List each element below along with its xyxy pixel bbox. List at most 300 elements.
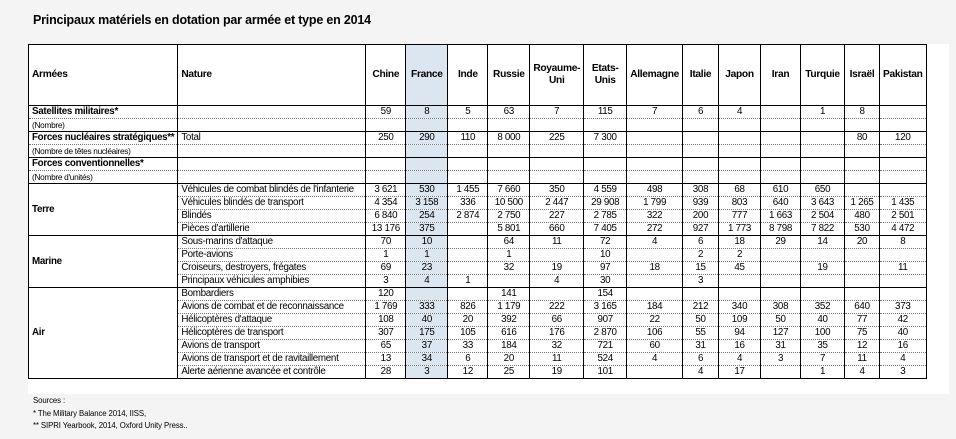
table-cell <box>448 171 488 184</box>
table-cell: 141 <box>488 288 530 301</box>
table-cell: 392 <box>488 314 530 327</box>
table-cell: 11 <box>530 236 584 249</box>
table-cell <box>448 158 488 171</box>
table-cell <box>448 223 488 236</box>
table-cell: 2 447 <box>530 197 584 210</box>
table-cell <box>627 275 683 288</box>
table-cell: 12 <box>448 366 488 379</box>
table-cell: 530 <box>845 223 880 236</box>
table-cell: 60 <box>627 340 683 353</box>
table-cell: 28 <box>366 366 406 379</box>
table-cell <box>801 132 845 145</box>
table-cell: 610 <box>761 184 801 197</box>
table-cell: 32 <box>530 340 584 353</box>
table-cell <box>366 145 406 158</box>
table-cell <box>448 236 488 249</box>
column-header: Italie <box>683 45 719 106</box>
table-cell: 55 <box>683 327 719 340</box>
table-cell: 37 <box>406 340 448 353</box>
table-cell: 100 <box>801 327 845 340</box>
table-cell <box>627 366 683 379</box>
table-cell: 2 870 <box>584 327 627 340</box>
table-cell: 222 <box>530 301 584 314</box>
sources-label: Sources : <box>33 396 66 405</box>
table-cell: 31 <box>683 340 719 353</box>
table-cell <box>448 288 488 301</box>
table-cell: 66 <box>530 314 584 327</box>
table-cell <box>880 119 927 132</box>
table-cell <box>488 171 530 184</box>
table-cell <box>719 132 761 145</box>
table-cell: 7 405 <box>584 223 627 236</box>
table-cell: 498 <box>627 184 683 197</box>
table-cell <box>801 145 845 158</box>
table-cell: 10 500 <box>488 197 530 210</box>
table-cell <box>719 171 761 184</box>
table-cell <box>448 145 488 158</box>
table-cell: 8 <box>880 236 927 249</box>
table-cell <box>880 275 927 288</box>
row-category: Forces nucléaires stratégiques** <box>29 132 178 145</box>
table-cell <box>845 275 880 288</box>
header-row <box>29 45 927 106</box>
table-cell: 34 <box>406 353 448 366</box>
table-cell: 94 <box>719 327 761 340</box>
table-row <box>29 236 927 249</box>
table-cell: 3 <box>366 275 406 288</box>
table-cell: 333 <box>406 301 448 314</box>
table-cell: 4 <box>530 275 584 288</box>
table-cell: 29 908 <box>584 197 627 210</box>
table-cell: 120 <box>880 132 927 145</box>
table-cell: 8 <box>406 106 448 119</box>
table-cell: 4 <box>406 275 448 288</box>
table-row <box>29 158 927 171</box>
table-cell: 1 769 <box>366 301 406 314</box>
table-cell <box>683 288 719 301</box>
row-nature: Avions de combat et de reconnaissance <box>178 301 366 314</box>
table-cell: 25 <box>488 366 530 379</box>
table-cell: 3 <box>406 366 448 379</box>
table-cell: 803 <box>719 197 761 210</box>
table-cell: 110 <box>448 132 488 145</box>
table-cell: 3 <box>880 366 927 379</box>
table-cell: 3 621 <box>366 184 406 197</box>
table-cell: 176 <box>530 327 584 340</box>
table-cell <box>366 171 406 184</box>
table-cell <box>683 119 719 132</box>
table-cell: 4 <box>845 366 880 379</box>
table-cell <box>627 288 683 301</box>
source-1: * The Military Balance 2014, IISS, <box>33 408 147 418</box>
row-nature <box>178 145 366 158</box>
table-cell: 97 <box>584 262 627 275</box>
table-cell: 20 <box>488 353 530 366</box>
table-cell: 32 <box>488 262 530 275</box>
table-cell <box>683 158 719 171</box>
table-cell: 7 300 <box>584 132 627 145</box>
equipment-table <box>28 44 927 379</box>
table-cell: 20 <box>845 236 880 249</box>
table-cell: 40 <box>880 327 927 340</box>
table-cell <box>845 119 880 132</box>
column-header: Turquie <box>801 45 845 106</box>
table-cell: 50 <box>683 314 719 327</box>
table-cell <box>406 158 448 171</box>
column-header: Allemagne <box>627 45 683 106</box>
table-cell: 227 <box>530 210 584 223</box>
table-cell: 16 <box>719 340 761 353</box>
table-cell: 660 <box>530 223 584 236</box>
row-nature: Véhicules de combat blindés de l'infanterie <box>178 184 366 197</box>
table-cell <box>880 184 927 197</box>
table-cell <box>801 288 845 301</box>
table-cell: 4 <box>719 353 761 366</box>
table-cell: 109 <box>719 314 761 327</box>
table-cell: 7 <box>530 106 584 119</box>
table-cell <box>584 119 627 132</box>
table-cell: 322 <box>627 210 683 223</box>
table-cell: 6 <box>683 106 719 119</box>
table-cell: 650 <box>801 184 845 197</box>
table-cell: 70 <box>366 236 406 249</box>
row-category: (Nombre d'unités) <box>29 171 178 184</box>
table-cell <box>488 119 530 132</box>
row-nature <box>178 158 366 171</box>
table-cell <box>530 171 584 184</box>
table-cell: 40 <box>801 314 845 327</box>
table-cell <box>845 288 880 301</box>
table-cell: 72 <box>584 236 627 249</box>
table-cell: 2 <box>719 249 761 262</box>
column-header: Pakistan <box>880 45 927 106</box>
row-category: Satellites militaires* <box>29 106 178 119</box>
table-cell: 340 <box>719 301 761 314</box>
table-cell <box>761 366 801 379</box>
table-cell: 350 <box>530 184 584 197</box>
table-cell <box>845 249 880 262</box>
table-cell: 29 <box>761 236 801 249</box>
table-cell: 6 840 <box>366 210 406 223</box>
table-cell: 1 <box>488 249 530 262</box>
table-cell <box>761 132 801 145</box>
table-cell: 108 <box>366 314 406 327</box>
table-cell <box>801 171 845 184</box>
table-cell <box>683 145 719 158</box>
table-cell <box>761 145 801 158</box>
table-cell <box>683 171 719 184</box>
column-header: Inde <box>448 45 488 106</box>
row-category: Forces conventionnelles* <box>29 158 178 171</box>
table-cell: 20 <box>448 314 488 327</box>
row-nature: Hélicoptères d'attaque <box>178 314 366 327</box>
table-cell <box>627 249 683 262</box>
row-nature: Blindés <box>178 210 366 223</box>
table-cell: 1 <box>801 366 845 379</box>
table-cell: 18 <box>719 236 761 249</box>
table-cell <box>584 171 627 184</box>
row-nature <box>178 171 366 184</box>
table-cell: 8 <box>845 106 880 119</box>
table-cell: 154 <box>584 288 627 301</box>
table-cell <box>719 119 761 132</box>
table-cell <box>880 171 927 184</box>
table-cell: 11 <box>880 262 927 275</box>
table-cell <box>761 106 801 119</box>
table-cell: 15 <box>683 262 719 275</box>
table-row <box>29 171 927 184</box>
table-cell: 2 874 <box>448 210 488 223</box>
table-cell: 4 <box>683 366 719 379</box>
army-group-label: Air <box>29 288 178 379</box>
table-cell: 184 <box>627 301 683 314</box>
table-cell: 17 <box>719 366 761 379</box>
table-cell: 4 <box>880 353 927 366</box>
row-nature: Sous-marins d'attaque <box>178 236 366 249</box>
table-cell <box>880 106 927 119</box>
table-cell: 336 <box>448 197 488 210</box>
table-cell <box>530 119 584 132</box>
table-cell: 59 <box>366 106 406 119</box>
row-nature: Bombardiers <box>178 288 366 301</box>
row-nature: Principaux véhicules amphibies <box>178 275 366 288</box>
table-cell: 50 <box>761 314 801 327</box>
column-header: Armées <box>29 45 178 106</box>
table-cell <box>719 158 761 171</box>
row-nature: Avions de transport <box>178 340 366 353</box>
row-nature: Croiseurs, destroyers, frégates <box>178 262 366 275</box>
table-cell: 63 <box>488 106 530 119</box>
row-nature <box>178 106 366 119</box>
table-cell: 640 <box>761 197 801 210</box>
column-header: Russie <box>488 45 530 106</box>
table-cell: 69 <box>366 262 406 275</box>
table-cell: 7 <box>801 353 845 366</box>
table-cell <box>761 249 801 262</box>
table-cell: 11 <box>845 353 880 366</box>
table-cell: 18 <box>627 262 683 275</box>
table-cell: 8 798 <box>761 223 801 236</box>
table-cell: 212 <box>683 301 719 314</box>
table-cell <box>406 119 448 132</box>
table-row <box>29 106 927 119</box>
table-row <box>29 132 927 145</box>
table-cell <box>366 158 406 171</box>
table-cell: 19 <box>530 366 584 379</box>
table-cell: 45 <box>719 262 761 275</box>
table-cell: 616 <box>488 327 530 340</box>
table-cell: 1 435 <box>880 197 927 210</box>
table-cell <box>845 184 880 197</box>
table-cell: 907 <box>584 314 627 327</box>
row-nature: Porte-avions <box>178 249 366 262</box>
table-cell <box>366 119 406 132</box>
table-cell: 19 <box>530 262 584 275</box>
table-cell: 1 663 <box>761 210 801 223</box>
table-cell: 33 <box>448 340 488 353</box>
row-nature: Véhicules blindés de transport <box>178 197 366 210</box>
table-cell: 640 <box>845 301 880 314</box>
table-cell: 1 <box>406 249 448 262</box>
table-cell: 22 <box>627 314 683 327</box>
row-nature: Avions de transport et de ravitaillement <box>178 353 366 366</box>
table-cell: 10 <box>584 249 627 262</box>
column-header: Japon <box>719 45 761 106</box>
table-cell: 373 <box>880 301 927 314</box>
army-group-label: Terre <box>29 184 178 236</box>
row-nature: Alerte aérienne avancée et contrôle <box>178 366 366 379</box>
table-cell: 4 <box>719 106 761 119</box>
table-cell <box>584 145 627 158</box>
table-cell: 115 <box>584 106 627 119</box>
table-cell <box>761 119 801 132</box>
table-cell: 1 773 <box>719 223 761 236</box>
table-cell <box>719 288 761 301</box>
column-header: Nature <box>178 45 366 106</box>
table-cell <box>530 249 584 262</box>
column-header: Etats-Unis <box>584 45 627 106</box>
table-cell: 721 <box>584 340 627 353</box>
table-cell: 1 <box>448 275 488 288</box>
table-cell: 290 <box>406 132 448 145</box>
table-cell: 480 <box>845 210 880 223</box>
table-cell: 4 <box>627 236 683 249</box>
column-header: Iran <box>761 45 801 106</box>
table-cell <box>845 171 880 184</box>
table-cell: 6 <box>448 353 488 366</box>
table-cell <box>801 249 845 262</box>
table-cell: 13 176 <box>366 223 406 236</box>
army-group-label: Marine <box>29 236 178 288</box>
table-cell <box>448 262 488 275</box>
table-cell <box>584 158 627 171</box>
table-cell: 35 <box>801 340 845 353</box>
table-cell: 3 643 <box>801 197 845 210</box>
table-cell: 1 799 <box>627 197 683 210</box>
row-nature: Total <box>178 132 366 145</box>
table-cell: 308 <box>761 301 801 314</box>
table-cell: 5 801 <box>488 223 530 236</box>
table-cell: 101 <box>584 366 627 379</box>
column-header: Chine <box>366 45 406 106</box>
table-cell <box>761 288 801 301</box>
table-cell: 12 <box>845 340 880 353</box>
table-cell: 184 <box>488 340 530 353</box>
table-cell: 4 559 <box>584 184 627 197</box>
table-cell <box>530 158 584 171</box>
table-cell <box>880 145 927 158</box>
table-cell <box>761 275 801 288</box>
table-cell <box>488 275 530 288</box>
table-cell <box>801 275 845 288</box>
table-cell <box>880 158 927 171</box>
source-2: ** SIPRI Yearbook, 2014, Oxford Unity Press.. <box>33 421 188 430</box>
table-cell: 127 <box>761 327 801 340</box>
table-cell: 927 <box>683 223 719 236</box>
table-cell <box>406 145 448 158</box>
table-cell: 14 <box>801 236 845 249</box>
table-cell: 3 158 <box>406 197 448 210</box>
table-cell: 254 <box>406 210 448 223</box>
table-cell: 1 179 <box>488 301 530 314</box>
table-cell <box>448 249 488 262</box>
table-row <box>29 288 927 301</box>
table-cell: 375 <box>406 223 448 236</box>
table-cell <box>406 171 448 184</box>
table-cell <box>845 158 880 171</box>
row-nature: Pièces d'artillerie <box>178 223 366 236</box>
table-cell: 939 <box>683 197 719 210</box>
table-cell: 105 <box>448 327 488 340</box>
table-cell: 1 <box>366 249 406 262</box>
column-header: France <box>406 45 448 106</box>
table-cell: 120 <box>366 288 406 301</box>
table-cell: 10 <box>406 236 448 249</box>
table-cell: 68 <box>719 184 761 197</box>
row-category: (Nombre de têtes nucléaires) <box>29 145 178 158</box>
table-cell: 40 <box>406 314 448 327</box>
table-cell: 11 <box>530 353 584 366</box>
table-cell: 524 <box>584 353 627 366</box>
table-cell <box>406 288 448 301</box>
table-row <box>29 184 927 197</box>
table-cell: 2 501 <box>880 210 927 223</box>
table-row <box>29 145 927 158</box>
table-cell <box>845 262 880 275</box>
table-cell <box>719 275 761 288</box>
page-title: Principaux matériels en dotation par armée et type en 2014 <box>33 13 371 27</box>
table-cell: 106 <box>627 327 683 340</box>
table-cell: 13 <box>366 353 406 366</box>
table-cell: 175 <box>406 327 448 340</box>
table-cell <box>845 145 880 158</box>
table-cell <box>761 158 801 171</box>
table-cell: 31 <box>761 340 801 353</box>
table-cell: 30 <box>584 275 627 288</box>
table-cell <box>488 145 530 158</box>
table-cell <box>761 262 801 275</box>
table-cell: 7 822 <box>801 223 845 236</box>
table-cell <box>719 145 761 158</box>
table-cell: 7 <box>627 106 683 119</box>
table-cell <box>448 119 488 132</box>
table-cell: 777 <box>719 210 761 223</box>
table-cell: 5 <box>448 106 488 119</box>
table-cell: 23 <box>406 262 448 275</box>
table-cell: 530 <box>406 184 448 197</box>
table-cell: 3 <box>761 353 801 366</box>
table-cell <box>801 119 845 132</box>
table-cell: 19 <box>801 262 845 275</box>
table-cell: 3 165 <box>584 301 627 314</box>
table-cell: 75 <box>845 327 880 340</box>
table-cell: 42 <box>880 314 927 327</box>
table-cell: 7 660 <box>488 184 530 197</box>
table-cell: 2 785 <box>584 210 627 223</box>
table-cell: 352 <box>801 301 845 314</box>
table-cell <box>530 145 584 158</box>
table-cell: 250 <box>366 132 406 145</box>
column-header: Israël <box>845 45 880 106</box>
table-cell: 6 <box>683 353 719 366</box>
table-cell <box>880 249 927 262</box>
table-cell: 1 265 <box>845 197 880 210</box>
row-category: (Nombre) <box>29 119 178 132</box>
table-cell: 8 000 <box>488 132 530 145</box>
table-cell: 16 <box>880 340 927 353</box>
table-cell: 77 <box>845 314 880 327</box>
table-cell: 2 750 <box>488 210 530 223</box>
